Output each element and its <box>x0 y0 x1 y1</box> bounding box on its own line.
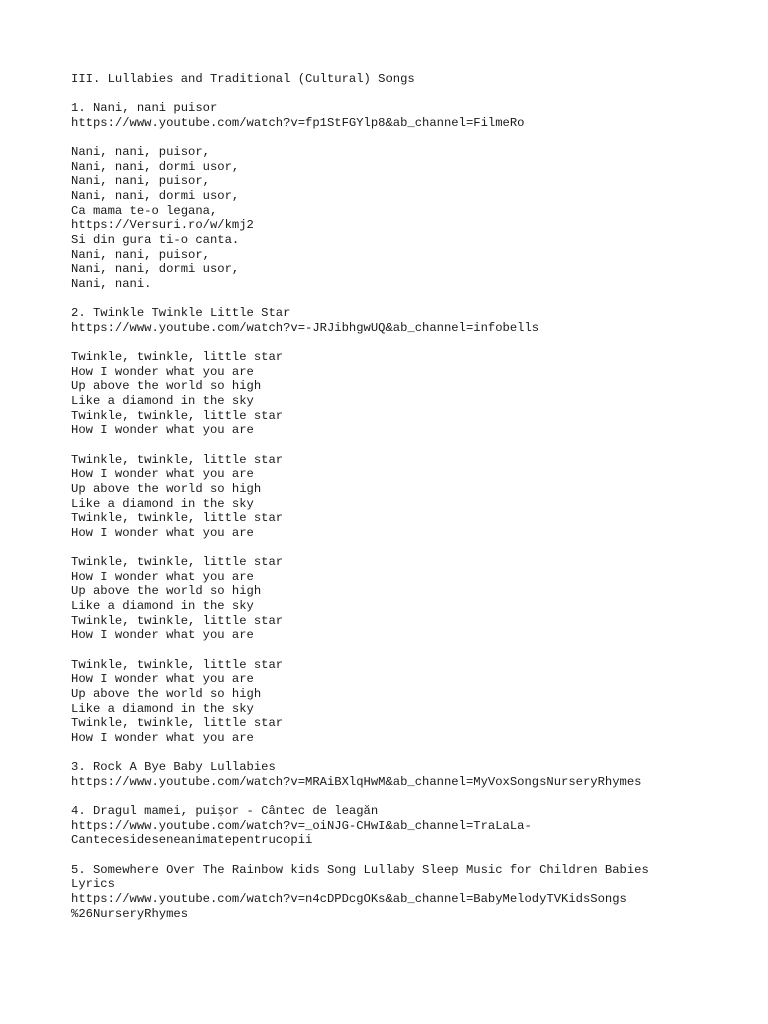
text-line: How I wonder what you are <box>71 423 254 438</box>
text-line: Up above the world so high <box>71 379 262 394</box>
blank-line <box>71 292 751 307</box>
text-line: Like a diamond in the sky <box>71 496 254 511</box>
text-line: How I wonder what you are <box>71 525 254 540</box>
blank-line <box>71 438 751 453</box>
text-line: Like a diamond in the sky <box>71 701 254 716</box>
blank-line <box>71 848 751 863</box>
text-line: Ca mama te-o legana, <box>71 203 218 218</box>
blank-line <box>71 745 751 760</box>
text-line: How I wonder what you are <box>71 628 254 643</box>
blank-line <box>71 643 751 658</box>
song-title: 3. Rock A Bye Baby Lullabies <box>71 760 276 775</box>
url-line: https://www.youtube.com/watch?v=n4cDPDcgOKs&ab_channel=BabyMelodyTVKidsSongs <box>71 891 627 906</box>
text-line: How I wonder what you are <box>71 730 254 745</box>
url-line: https://www.youtube.com/watch?v=-JRJibhgwUQ&ab_channel=infobells <box>71 320 540 335</box>
text-line: Twinkle, twinkle, little star <box>71 511 284 526</box>
text-line: Like a diamond in the sky <box>71 599 254 614</box>
song-title: 2. Twinkle Twinkle Little Star <box>71 306 291 321</box>
text-line: Cantecesideseneanimatepentrucopii <box>71 833 313 848</box>
url-line: https://www.youtube.com/watch?v=MRAiBXlqHwM&ab_channel=MyVoxSongsNurseryRhymes <box>71 774 642 789</box>
blank-line <box>71 789 751 804</box>
url-line: %26NurseryRhymes <box>71 906 189 921</box>
text-line: How I wonder what you are <box>71 467 254 482</box>
text-line: Twinkle, twinkle, little star <box>71 350 284 365</box>
text-line: Nani, nani. <box>71 276 152 291</box>
text-line: Up above the world so high <box>71 481 262 496</box>
text-line: Up above the world so high <box>71 584 262 599</box>
text-line: Like a diamond in the sky <box>71 394 254 409</box>
text-line: Nani, nani, dormi usor, <box>71 189 240 204</box>
url-line: https://Versuri.ro/w/kmj2 <box>71 218 254 233</box>
document-body <box>71 72 751 921</box>
text-line: Nani, nani, dormi usor, <box>71 262 240 277</box>
text-line: Twinkle, twinkle, little star <box>71 555 284 570</box>
text-line: Nani, nani, dormi usor, <box>71 159 240 174</box>
blank-line <box>71 336 751 351</box>
section-heading: III. Lullabies and Traditional (Cultural) Songs <box>71 72 415 86</box>
blank-line <box>71 541 751 556</box>
text-line: Up above the world so high <box>71 686 262 701</box>
url-line: https://www.youtube.com/watch?v=fp1StFGYlp8&ab_channel=FilmeRo <box>71 115 525 130</box>
text-line: Twinkle, twinkle, little star <box>71 716 284 731</box>
text-line: Nani, nani, puisor, <box>71 247 210 262</box>
song-title: 1. Nani, nani puisor <box>71 101 218 116</box>
text-line: How I wonder what you are <box>71 672 254 687</box>
text-line: Si din gura ti-o canta. <box>71 233 240 248</box>
text-line: Twinkle, twinkle, little star <box>71 657 284 672</box>
song-title: 4. Dragul mamei, puișor - Cântec de leagăn <box>71 804 379 819</box>
blank-line <box>71 87 751 102</box>
url-line: https://www.youtube.com/watch?v=_oiNJG-CHwI&ab_channel=TraLaLa- <box>71 818 532 833</box>
text-line: Nani, nani, puisor, <box>71 174 210 189</box>
blank-line <box>71 131 751 146</box>
text-line: Twinkle, twinkle, little star <box>71 452 284 467</box>
text-line: Lyrics <box>71 877 115 892</box>
text-line: Twinkle, twinkle, little star <box>71 613 284 628</box>
song-title: 5. Somewhere Over The Rainbow kids Song Lullaby Sleep Music for Children Babies <box>71 862 649 877</box>
text-line: How I wonder what you are <box>71 569 254 584</box>
text-line: Nani, nani, puisor, <box>71 145 210 160</box>
text-line: How I wonder what you are <box>71 364 254 379</box>
text-line: Twinkle, twinkle, little star <box>71 408 284 423</box>
